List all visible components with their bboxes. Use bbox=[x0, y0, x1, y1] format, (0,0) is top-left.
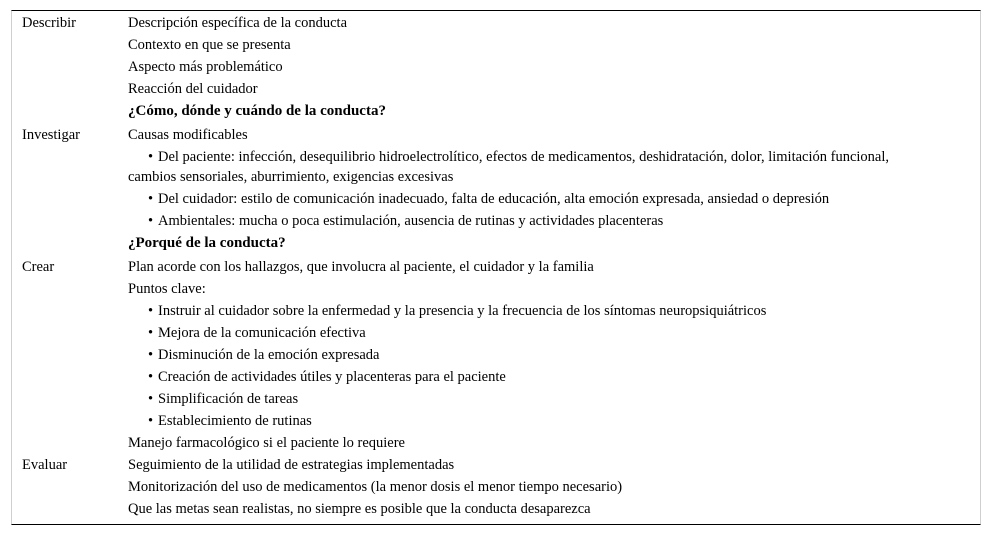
bullet-icon: • bbox=[148, 325, 154, 341]
section-label-crear: Crear bbox=[22, 259, 55, 275]
bullet-icon: • bbox=[148, 369, 154, 385]
bullet-icon: • bbox=[148, 213, 154, 229]
investigar-question: ¿Porqué de la conducta? bbox=[128, 235, 286, 251]
crear-bullet-1: • Instruir al cuidador sobre la enfermedad y la presencia y la frecuencia de los síntomas neuropsiquiátricos bbox=[148, 300, 766, 322]
crear-line-2: Puntos clave: bbox=[128, 281, 206, 297]
investigar-bullet-1: • Del paciente: infección, desequilibrio hidroelectrolítico, efectos de medicamentos, deshidratación, dolor, limitación funcional, bbox=[148, 146, 889, 168]
describir-line-4: Reacción del cuidador bbox=[128, 81, 258, 97]
describir-question: ¿Cómo, dónde y cuándo de la conducta? bbox=[128, 103, 386, 119]
section-label-describir: Describir bbox=[22, 15, 76, 31]
crear-line-1: Plan acorde con los hallazgos, que involucra al paciente, el cuidador y la familia bbox=[128, 259, 594, 275]
crear-bullet-2: • Mejora de la comunicación efectiva bbox=[148, 322, 366, 344]
behavior-management-table bbox=[11, 10, 981, 525]
bullet-icon: • bbox=[148, 391, 154, 407]
evaluar-line-3: Que las metas sean realistas, no siempre es posible que la conducta desaparezca bbox=[128, 501, 591, 517]
investigar-bullet-1-cont: cambios sensoriales, aburrimiento, exigencias excesivas bbox=[128, 169, 454, 185]
describir-line-2: Contexto en que se presenta bbox=[128, 37, 291, 53]
investigar-bullet-2: • Del cuidador: estilo de comunicación inadecuado, falta de educación, alta emoción expresada, ansiedad o depresión bbox=[148, 188, 829, 210]
evaluar-line-1: Seguimiento de la utilidad de estrategias implementadas bbox=[128, 457, 455, 473]
crear-bullet-5: • Simplificación de tareas bbox=[148, 388, 298, 410]
section-label-evaluar: Evaluar bbox=[22, 457, 68, 473]
describir-line-3: Aspecto más problemático bbox=[128, 59, 283, 75]
describir-line-1: Descripción específica de la conducta bbox=[128, 15, 348, 31]
bullet-icon: • bbox=[148, 303, 154, 319]
bullet-icon: • bbox=[148, 191, 154, 207]
crear-bullet-3: • Disminución de la emoción expresada bbox=[148, 344, 379, 366]
evaluar-line-2: Monitorización del uso de medicamentos (la menor dosis el menor tiempo necesario) bbox=[128, 479, 623, 495]
investigar-line-1: Causas modificables bbox=[128, 127, 248, 143]
bullet-icon: • bbox=[148, 149, 154, 165]
crear-bullet-6: • Establecimiento de rutinas bbox=[148, 410, 312, 432]
section-label-investigar: Investigar bbox=[22, 127, 80, 143]
investigar-bullet-3: • Ambientales: mucha o poca estimulación, ausencia de rutinas y actividades placenteras bbox=[148, 210, 663, 232]
bullet-icon: • bbox=[148, 347, 154, 363]
crear-line-3: Manejo farmacológico si el paciente lo requiere bbox=[128, 435, 405, 451]
bullet-icon: • bbox=[148, 413, 154, 429]
crear-bullet-4: • Creación de actividades útiles y placenteras para el paciente bbox=[148, 366, 506, 388]
